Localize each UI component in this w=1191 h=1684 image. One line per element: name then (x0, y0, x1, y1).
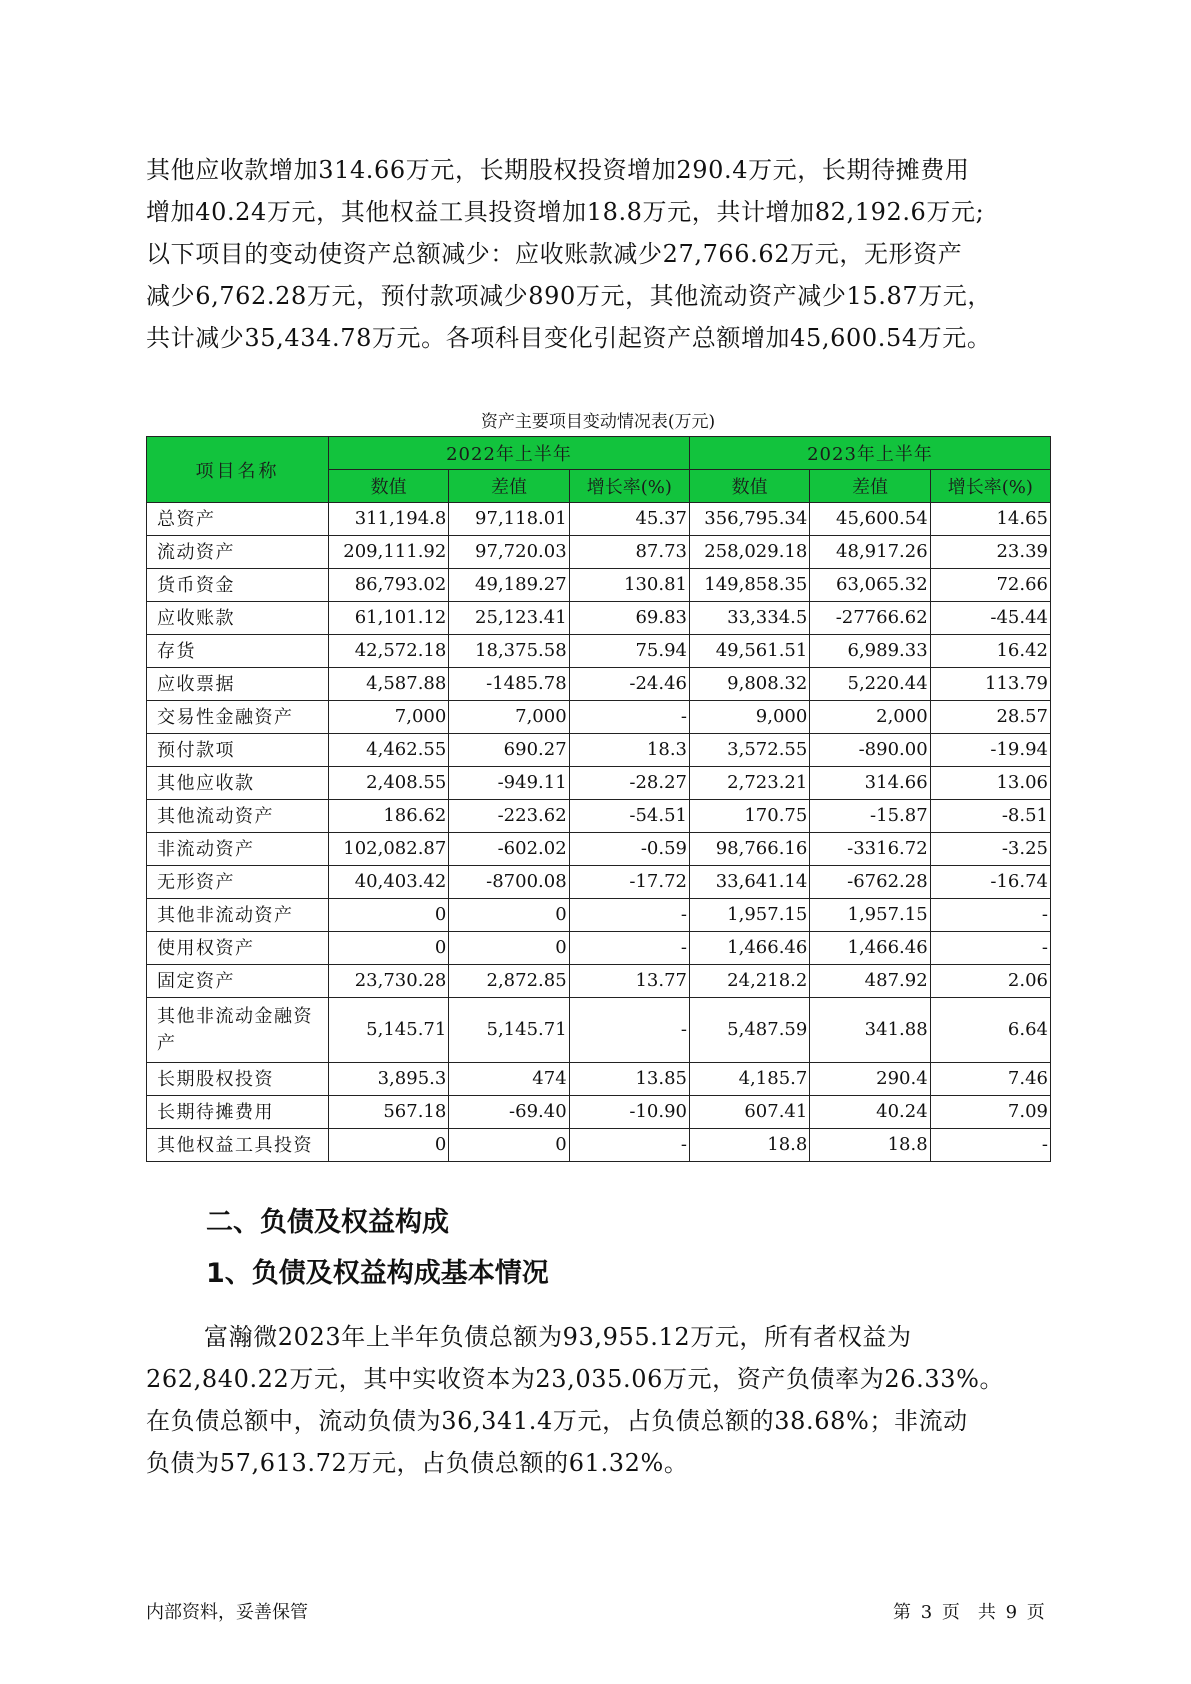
table-cell: 0 (329, 932, 449, 965)
table-cell: 4,462.55 (329, 734, 449, 767)
table-cell: 5,145.71 (449, 998, 569, 1063)
table-cell: -16.74 (930, 866, 1050, 899)
table-cell: 130.81 (569, 569, 689, 602)
row-label: 流动资产 (147, 536, 329, 569)
table-cell: 2,723.21 (690, 767, 810, 800)
intro-paragraph (146, 149, 1050, 359)
table-cell: 2,000 (810, 701, 930, 734)
table-row (147, 536, 1051, 569)
table-row (147, 767, 1051, 800)
table-cell: 487.92 (810, 965, 930, 998)
row-label: 长期股权投资 (147, 1063, 329, 1096)
table-cell: -602.02 (449, 833, 569, 866)
table-cell: 690.27 (449, 734, 569, 767)
row-label: 应收票据 (147, 668, 329, 701)
table-row (147, 800, 1051, 833)
row-label: 总资产 (147, 503, 329, 536)
table-row (147, 635, 1051, 668)
table-cell: 4,587.88 (329, 668, 449, 701)
table-cell: -8.51 (930, 800, 1050, 833)
table-cell: 33,641.14 (690, 866, 810, 899)
intro-line: 增加40.24万元，其他权益工具投资增加18.8万元，共计增加82,192.6万元; (146, 198, 985, 226)
table-cell: 13.06 (930, 767, 1050, 800)
table-cell: -69.40 (449, 1096, 569, 1129)
row-label: 交易性金融资产 (147, 701, 329, 734)
table-cell: 86,793.02 (329, 569, 449, 602)
table-row (147, 602, 1051, 635)
table-cell: 3,895.3 (329, 1063, 449, 1096)
table-cell: 6,989.33 (810, 635, 930, 668)
table-cell: 102,082.87 (329, 833, 449, 866)
table-row (147, 932, 1051, 965)
table-cell: 1,957.15 (810, 899, 930, 932)
table-cell: 87.73 (569, 536, 689, 569)
table-cell: - (569, 701, 689, 734)
row-label: 其他流动资产 (147, 800, 329, 833)
header-item-name: 项目名称 (147, 437, 329, 503)
table-cell: -24.46 (569, 668, 689, 701)
table-cell: 186.62 (329, 800, 449, 833)
table-cell: 9,808.32 (690, 668, 810, 701)
table-cell: 341.88 (810, 998, 930, 1063)
table-cell: 0 (449, 1129, 569, 1162)
section-heading: 二、负债及权益构成 (206, 1207, 449, 1238)
table-cell: -0.59 (569, 833, 689, 866)
table-cell: 5,220.44 (810, 668, 930, 701)
table-cell: -28.27 (569, 767, 689, 800)
table-cell: 24,218.2 (690, 965, 810, 998)
table-cell: 9,000 (690, 701, 810, 734)
table-cell: 49,561.51 (690, 635, 810, 668)
table-cell: -45.44 (930, 602, 1050, 635)
table-cell: 5,145.71 (329, 998, 449, 1063)
table-cell: -3316.72 (810, 833, 930, 866)
row-label: 其他权益工具投资 (147, 1129, 329, 1162)
table-row (147, 668, 1051, 701)
table-cell: 258,029.18 (690, 536, 810, 569)
table-cell: 1,957.15 (690, 899, 810, 932)
header-period-2023: 2023年上半年 (690, 437, 1051, 470)
table-row (147, 734, 1051, 767)
table-cell: 113.79 (930, 668, 1050, 701)
table-cell: 290.4 (810, 1063, 930, 1096)
table-cell: 61,101.12 (329, 602, 449, 635)
table-cell: 6.64 (930, 998, 1050, 1063)
table-cell: 0 (329, 1129, 449, 1162)
subheader-growth-2022: 增长率(%) (569, 470, 689, 503)
table-cell: 16.42 (930, 635, 1050, 668)
table-row (147, 503, 1051, 536)
table-cell: 25,123.41 (449, 602, 569, 635)
row-label: 其他非流动资产 (147, 899, 329, 932)
table-cell: 1,466.46 (690, 932, 810, 965)
table-cell: 42,572.18 (329, 635, 449, 668)
table-cell: 4,185.7 (690, 1063, 810, 1096)
intro-line: 共计减少35,434.78万元。各项科目变化引起资产总额增加45,600.54万元。 (146, 324, 992, 352)
body-line: 262,840.22万元，其中实收资本为23,035.06万元，资产负债率为26.33%。 (146, 1365, 1005, 1393)
row-label: 应收账款 (147, 602, 329, 635)
table-cell: 75.94 (569, 635, 689, 668)
table-cell: 1,466.46 (810, 932, 930, 965)
table-cell: 97,720.03 (449, 536, 569, 569)
table-cell: 311,194.8 (329, 503, 449, 536)
table-cell: - (569, 1129, 689, 1162)
header-period-2022: 2022年上半年 (329, 437, 690, 470)
table-cell: 7,000 (449, 701, 569, 734)
table-cell: 0 (449, 899, 569, 932)
intro-line: 其他应收款增加314.66万元，长期股权投资增加290.4万元，长期待摊费用 (146, 156, 970, 184)
table-cell: 28.57 (930, 701, 1050, 734)
table-cell: 567.18 (329, 1096, 449, 1129)
table-cell: -3.25 (930, 833, 1050, 866)
table-cell: 69.83 (569, 602, 689, 635)
body-line: 富瀚微2023年上半年负债总额为93,955.12万元，所有者权益为 (204, 1323, 912, 1351)
row-label: 无形资产 (147, 866, 329, 899)
table-cell: -10.90 (569, 1096, 689, 1129)
table-cell: 23,730.28 (329, 965, 449, 998)
row-label: 使用权资产 (147, 932, 329, 965)
row-label: 存货 (147, 635, 329, 668)
table-cell: 2,408.55 (329, 767, 449, 800)
table-cell: -1485.78 (449, 668, 569, 701)
subheader-value-2022: 数值 (329, 470, 449, 503)
table-caption: 资产主要项目变动情况表(万元) (480, 412, 716, 432)
subheader-diff-2022: 差值 (449, 470, 569, 503)
table-cell: 45,600.54 (810, 503, 930, 536)
table-cell: 7.46 (930, 1063, 1050, 1096)
table-row (147, 1063, 1051, 1096)
table-cell: 14.65 (930, 503, 1050, 536)
subheader-diff-2023: 差值 (810, 470, 930, 503)
table-cell: 63,065.32 (810, 569, 930, 602)
table-cell: - (930, 1129, 1050, 1162)
subsection-heading: 1、负债及权益构成基本情况 (206, 1258, 549, 1289)
table-row (147, 899, 1051, 932)
table-row (147, 701, 1051, 734)
table-cell: 3,572.55 (690, 734, 810, 767)
table-row (147, 965, 1051, 998)
table-cell: 314.66 (810, 767, 930, 800)
row-label: 非流动资产 (147, 833, 329, 866)
table-cell: 18,375.58 (449, 635, 569, 668)
table-cell: 97,118.01 (449, 503, 569, 536)
table-cell: -54.51 (569, 800, 689, 833)
table-cell: -19.94 (930, 734, 1050, 767)
liabilities-paragraph (146, 1316, 1050, 1484)
table-cell: -15.87 (810, 800, 930, 833)
table-cell: -223.62 (449, 800, 569, 833)
table-cell: 23.39 (930, 536, 1050, 569)
table-cell: -949.11 (449, 767, 569, 800)
table-cell: -27766.62 (810, 602, 930, 635)
row-label: 长期待摊费用 (147, 1096, 329, 1129)
intro-line: 减少6,762.28万元，预付款项减少890万元，其他流动资产减少15.87万元， (146, 282, 992, 310)
table-cell: 7,000 (329, 701, 449, 734)
body-line: 在负债总额中，流动负债为36,341.4万元，占负债总额的38.68%；非流动 (146, 1407, 968, 1435)
table-cell: 48,917.26 (810, 536, 930, 569)
intro-line: 以下项目的变动使资产总额减少：应收账款减少27,766.62万元，无形资产 (146, 240, 963, 268)
table-cell: 13.77 (569, 965, 689, 998)
table-cell: 7.09 (930, 1096, 1050, 1129)
table-row (147, 1129, 1051, 1162)
table-cell: 33,334.5 (690, 602, 810, 635)
table-row (147, 998, 1051, 1063)
table-cell: 0 (329, 899, 449, 932)
table-cell: - (930, 899, 1050, 932)
subheader-growth-2023: 增长率(%) (930, 470, 1050, 503)
table-row (147, 569, 1051, 602)
table-cell: - (930, 932, 1050, 965)
table-cell: -8700.08 (449, 866, 569, 899)
table-cell: 98,766.16 (690, 833, 810, 866)
table-cell: -6762.28 (810, 866, 930, 899)
table-row (147, 866, 1051, 899)
table-cell: 40.24 (810, 1096, 930, 1129)
table-cell: 18.8 (690, 1129, 810, 1162)
row-label: 预付款项 (147, 734, 329, 767)
footer-page-number: 第 3 页 共 9 页 (893, 1602, 1045, 1623)
asset-change-table (146, 436, 1051, 1162)
table-row (147, 1096, 1051, 1129)
table-header-row (147, 437, 1051, 470)
table-body (147, 503, 1051, 1162)
footer-confidential-note: 内部资料，妥善保管 (146, 1602, 308, 1623)
table-cell: 170.75 (690, 800, 810, 833)
table-cell: - (569, 899, 689, 932)
table-cell: 0 (449, 932, 569, 965)
table-cell: 149,858.35 (690, 569, 810, 602)
table-cell: 40,403.42 (329, 866, 449, 899)
table-cell: 209,111.92 (329, 536, 449, 569)
table-cell: 18.3 (569, 734, 689, 767)
row-label: 其他非流动金融资产 (147, 998, 329, 1063)
table-cell: 18.8 (810, 1129, 930, 1162)
row-label: 其他应收款 (147, 767, 329, 800)
table-cell: -17.72 (569, 866, 689, 899)
table-cell: 2.06 (930, 965, 1050, 998)
row-label: 固定资产 (147, 965, 329, 998)
table-cell: - (569, 932, 689, 965)
body-line: 负债为57,613.72万元，占负债总额的61.32%。 (146, 1449, 689, 1477)
table-cell: 72.66 (930, 569, 1050, 602)
table-cell: 45.37 (569, 503, 689, 536)
table-cell: 356,795.34 (690, 503, 810, 536)
row-label: 货币资金 (147, 569, 329, 602)
table-cell: - (569, 998, 689, 1063)
table-cell: 474 (449, 1063, 569, 1096)
subheader-value-2023: 数值 (690, 470, 810, 503)
table-cell: 607.41 (690, 1096, 810, 1129)
table-cell: -890.00 (810, 734, 930, 767)
table-cell: 5,487.59 (690, 998, 810, 1063)
table-cell: 13.85 (569, 1063, 689, 1096)
table-cell: 49,189.27 (449, 569, 569, 602)
table-row (147, 833, 1051, 866)
table-cell: 2,872.85 (449, 965, 569, 998)
